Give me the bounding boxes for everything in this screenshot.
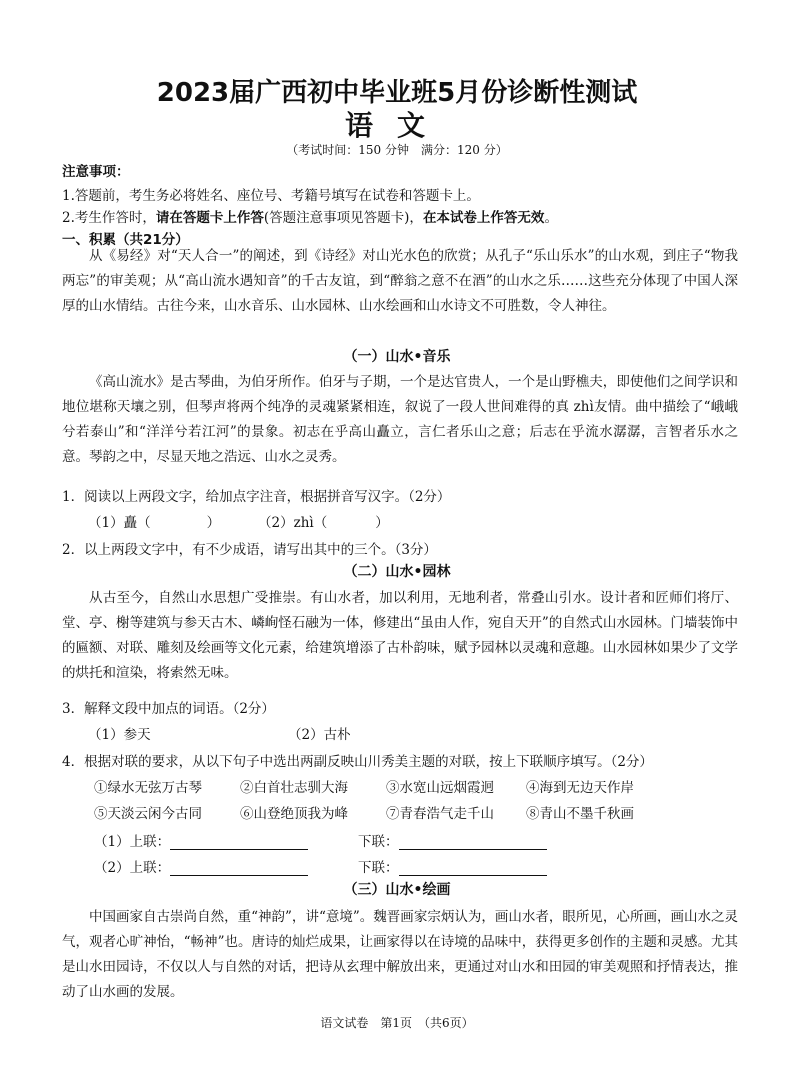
- section-1-intro: [62, 244, 738, 319]
- q4-row-2-lower-label: 下联：: [358, 860, 399, 876]
- section-1-heading: 一、积累（共21分）: [62, 232, 189, 248]
- part-3-paragraph: 中国画家自古崇尚自然，重“神韵”，讲“意境”。魏晋画家宗炳认为，画山水者，眼所见，心所画，画山水之灵气，观者心旷神怡，“畅神”也。唐诗的灿烂成果，让画家得以在诗境的品味中，获得更多创作的主题和灵感。尤其是山水田园诗，不仅以人与自然的对话，把诗从玄理中解放出来，更通过对山水和田园的审美观照和抒情表达，推动了山水画的发展。: [62, 909, 738, 1000]
- notes-item-2: [62, 207, 738, 229]
- notes-block: [62, 160, 738, 251]
- q4-row-2-upper: [94, 856, 308, 876]
- part-3-block: [62, 905, 738, 1005]
- q4-row-2-lower: [358, 856, 547, 876]
- page-footer: 语文试卷 第1页 （共6页）: [320, 1016, 474, 1030]
- part-1-paragraph: 《高山流水》是古琴曲，为伯牙所作。伯牙与子期，一个是达官贵人，一个是山野樵夫，即使他们之间学识和地位堪称天壤之别，但琴声将两个纯净的灵魂紧紧相连，叙说了一段人世间难得的真 zhì友情。曲中描绘了“峨峨兮若泰山”和“洋洋兮若江河”的景象。初志在乎高山矗立，言仁者乐山之意；后志在乎流水潺潺，言智者乐水之意。琴韵之中，尽显天地之浩远、山水之灵秀。: [62, 374, 738, 465]
- q4-row-1-lower-blank[interactable]: [399, 835, 547, 850]
- q4-row-1-upper-blank[interactable]: [170, 835, 308, 850]
- q1-a-close: ）: [206, 515, 221, 531]
- notes-heading: 注意事项：: [62, 164, 130, 180]
- question-1-b: [258, 511, 389, 531]
- question-1: 1．阅读以上两段文字，给加点字注音，根据拼音写汉字。（2分）: [62, 489, 451, 505]
- q4-row-1-upper: [94, 830, 308, 850]
- q4-row-2-upper-blank[interactable]: [170, 861, 308, 876]
- question-2: 2．以上两段文字中，有不少成语，请写出其中的三个。（3分）: [62, 542, 437, 558]
- exam-title: 2023届广西初中毕业班5月份诊断性测试: [156, 78, 638, 108]
- q4-option-5: ⑤天淡云闲今古同: [94, 806, 202, 822]
- q4-row-1-upper-label: （1）上联：: [94, 834, 171, 850]
- question-3-a: （1）参天: [88, 727, 151, 743]
- q4-option-6: ⑥山登绝顶我为峰: [240, 806, 348, 822]
- q4-row-2-lower-blank[interactable]: [399, 861, 547, 876]
- subject-title: 语文: [344, 109, 449, 142]
- exam-meta: （考试时间：150 分钟 满分：120 分）: [286, 143, 508, 157]
- notes-item-1: 1.答题前，考生务必将姓名、座位号、考籍号填写在试卷和答题卡上。: [62, 188, 480, 204]
- notes-item-2-e: 。: [544, 210, 558, 226]
- question-4: 4．根据对联的要求，从以下句子中选出两副反映山川秀美主题的对联，按上下联顺序填写。（2分）: [62, 754, 653, 770]
- q4-option-4: ④海到无边天作岸: [526, 780, 634, 796]
- q4-option-3: ③水宽山远烟霞迥: [386, 780, 494, 796]
- question-1-a: [88, 511, 220, 531]
- notes-item-2-b: 请在答题卡上作答: [155, 210, 264, 226]
- part-1-block: [62, 370, 738, 470]
- q4-option-8: ⑧青山不墨千秋画: [526, 806, 634, 822]
- q4-row-1-lower: [358, 830, 547, 850]
- question-3-b: （2）古朴: [288, 727, 351, 743]
- question-3: 3．解释文段中加点的词语。（2分）: [62, 701, 275, 717]
- q1-b-close: ）: [375, 515, 389, 531]
- q4-option-7: ⑦青春浩气走千山: [386, 806, 494, 822]
- q4-option-2: ②白首壮志驯大海: [240, 780, 348, 796]
- part-2-block: [62, 586, 738, 686]
- part-1-heading: （一）山水•音乐: [343, 349, 451, 365]
- part-2-paragraph: 从古至今，自然山水思想广受推崇。有山水者，加以利用，无地利者，常叠山引水。设计者和匠师们将厅、堂、亭、榭等建筑与参天古木、嶙峋怪石融为一体，修建出“虽由人作，宛自天开”的自然式山水园林。门墙装饰中的匾额、对联、雕刻及绘画等文化元素，给建筑增添了古朴韵味，赋予园林以灵魂和意趣。山水园林如果少了文学的烘托和渲染，将索然无味。: [62, 590, 738, 681]
- q4-row-2-upper-label: （2）上联：: [94, 860, 171, 876]
- q1-b-label: （2）zhì（: [258, 515, 328, 531]
- notes-item-2-a: 2.考生作答时，: [62, 210, 156, 226]
- notes-item-2-d: 在本试卷上作答无效: [422, 210, 545, 226]
- part-3-heading: （三）山水•绘画: [343, 882, 451, 898]
- part-2-heading: （二）山水•园林: [343, 564, 451, 580]
- notes-item-2-c: (答题注意事项见答题卡)，: [263, 210, 423, 226]
- q1-a-label: （1）矗（: [88, 515, 151, 531]
- q4-row-1-lower-label: 下联：: [358, 834, 399, 850]
- q4-option-1: ①绿水无弦万古琴: [94, 780, 202, 796]
- intro-paragraph: 从《易经》对“天人合一”的阐述，到《诗经》对山光水色的欣赏；从孔子“乐山乐水”的山水观，到庄子“物我两忘”的审美观；从“高山流水遇知音”的千古友谊，到“醉翁之意不在酒”的山水之乐……这些充分体现了中国人深厚的山水情结。古往今来，山水音乐、山水园林、山水绘画和山水诗文不可胜数，令人神往。: [62, 248, 738, 314]
